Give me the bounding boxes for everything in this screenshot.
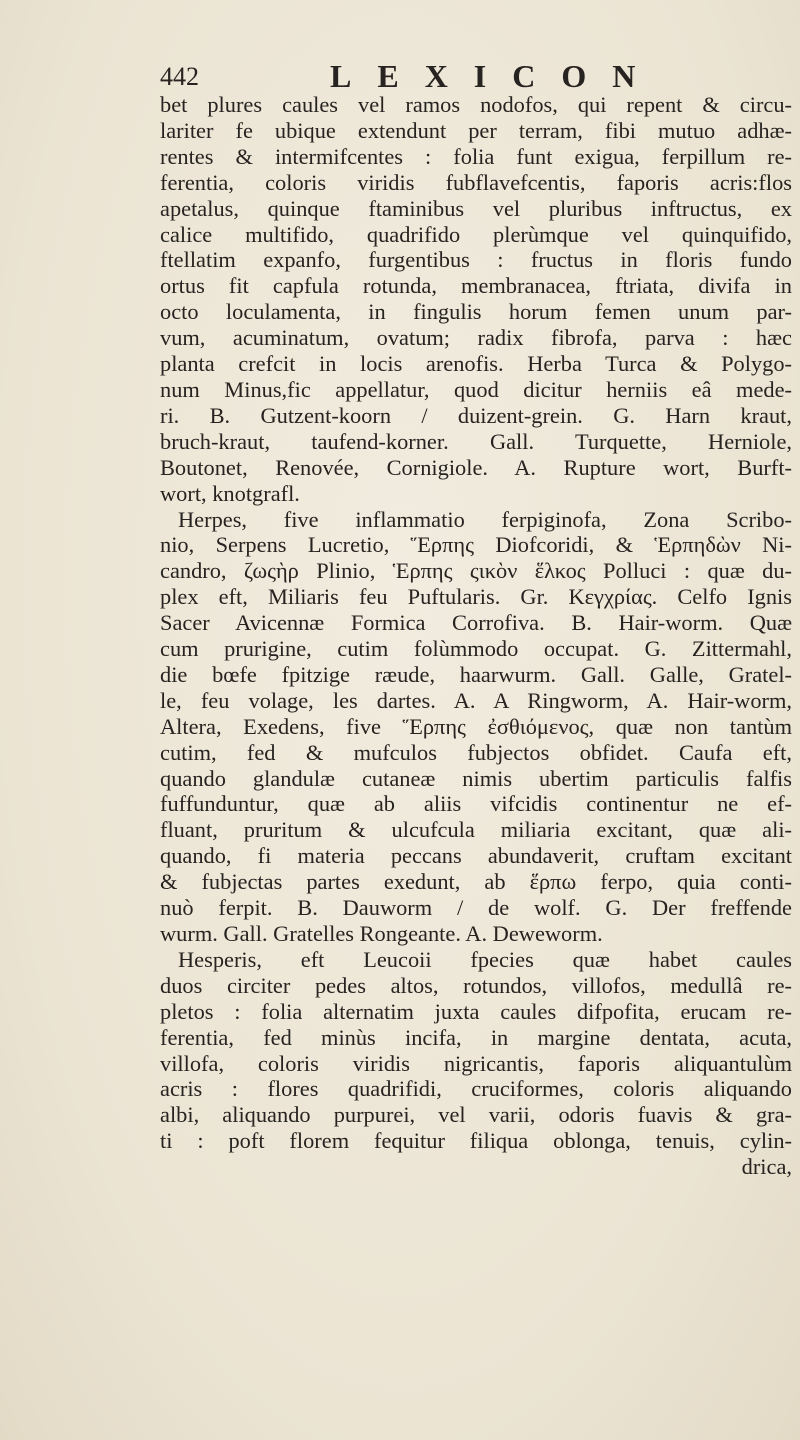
entry-heading-hesperis: Hesperis, eft Leucoii fpecies quæ habet caules [178, 946, 792, 972]
text-line: vum, acuminatum, ovatum; radix fibrofa, parva : hæc [160, 325, 792, 351]
text-line: quando glandulæ cutaneæ nimis ubertim particulis falfis [160, 765, 792, 791]
text-line: wort, knotgrafl. [160, 480, 300, 506]
text-line: fluant, pruritum & ulcufcula miliaria excitant, quæ ali- [160, 817, 792, 843]
text-line: planta crefcit in locis arenofis. Herba Turca & Polygo- [160, 351, 792, 377]
text-line: apetalus, quinque ftaminibus vel pluribus inftructus, ex [160, 195, 792, 221]
text-line: octo loculamenta, in fingulis horum femen unum par- [160, 299, 792, 325]
text-line: acris : flores quadrifidi, cruciformes, coloris aliquando [160, 1076, 792, 1102]
body-text [160, 92, 792, 1180]
text-line: nuò ferpit. B. Dauworm / de wolf. G. Der freffende [160, 895, 792, 921]
text-line: ri. B. Gutzent-koorn / duizent-grein. G. Harn kraut, [160, 402, 792, 428]
text-line: rentes & intermifcentes : folia funt exigua, ferpillum re- [160, 143, 792, 169]
text-line: calice multifido, quadrifido plerùmque vel quinquifido, [160, 221, 792, 247]
text-line: cutim, fed & mufculos fubjectos obfidet. Caufa eft, [160, 739, 792, 765]
text-line: ftellatim expanfo, furgentibus : fructus in floris fundo [160, 247, 792, 273]
text-line: die bœfe fpitzige ræude, haarwurm. Gall. Galle, Gratel- [160, 661, 792, 687]
text-line: candro, ζωςὴρ Plinio, Ἑρπης ςικὸν ἕλκος Polluci : quæ du- [160, 558, 792, 584]
text-line: bet plures caules vel ramos nodofos, qui repent & circu- [160, 92, 792, 117]
page-number: 442 [160, 62, 199, 91]
text-line: bruch-kraut, taufend-korner. Gall. Turquette, Herniole, [160, 428, 792, 454]
text-line: ferentia, fed minùs incifa, in margine dentata, acuta, [160, 1024, 792, 1050]
text-line: nio, Serpens Lucretio, Ἕρπης Diofcoridi, & Ἑρπηδὼν Ni- [160, 532, 792, 558]
text-line: quando, fi materia peccans abundaverit, cruftam excitant [160, 843, 792, 869]
text-line: villofa, coloris viridis nigricantis, faporis aliquantulùm [160, 1050, 792, 1076]
text-line: Sacer Avicennæ Formica Corrofiva. B. Hair-worm. Quæ [160, 610, 792, 636]
text-line: Altera, Exedens, five Ἕρπης ἐσθιόμενος, quæ non tantùm [160, 713, 792, 739]
entry-heading-herpes: Herpes, five inflammatio ferpiginofa, Zona Scribo- [178, 506, 792, 532]
text-line: cum prurigine, cutim folùmmodo occupat. G. Zittermahl, [160, 636, 792, 662]
text-line: duos circiter pedes altos, rotundos, villofos, medullâ re- [160, 972, 792, 998]
text-line: albi, aliquando purpurei, vel varii, odoris fuavis & gra- [160, 1102, 792, 1128]
text-line: pletos : folia alternatim juxta caules difpofita, erucam re- [160, 998, 792, 1024]
text-line: fuffunduntur, quæ ab aliis vifcidis continentur ne ef- [160, 791, 792, 817]
text-line: ti : poft florem fequitur filiqua oblonga, tenuis, cylin- [160, 1128, 792, 1154]
text-line: ortus fit capfula rotunda, membranacea, ftriata, divifa in [160, 273, 792, 299]
text-line: le, feu volage, les dartes. A. A Ringworm, A. Hair-worm, [160, 687, 792, 713]
text-line: ferentia, coloris viridis fubflavefcentis, faporis acris:flos [160, 169, 792, 195]
text-line: wurm. Gall. Gratelles Rongeante. A. Deweworm. [160, 921, 603, 946]
text-line: & fubjectas partes exedunt, ab ἕρπω ferpo, quia conti- [160, 869, 792, 895]
catchword: drica, [741, 1154, 792, 1180]
running-head: LEXICON [330, 58, 662, 94]
text-line: Boutonet, Renovée, Cornigiole. A. Rupture wort, Burft- [160, 454, 792, 480]
text-line: num Minus,fic appellatur, quod dicitur herniis eâ mede- [160, 376, 792, 402]
text-line: plex eft, Miliaris feu Puftularis. Gr. Κεγχρίας. Celfo Ignis [160, 584, 792, 610]
text-line: lariter fe ubique extendunt per terram, fibi mutuo adhæ- [160, 117, 792, 143]
